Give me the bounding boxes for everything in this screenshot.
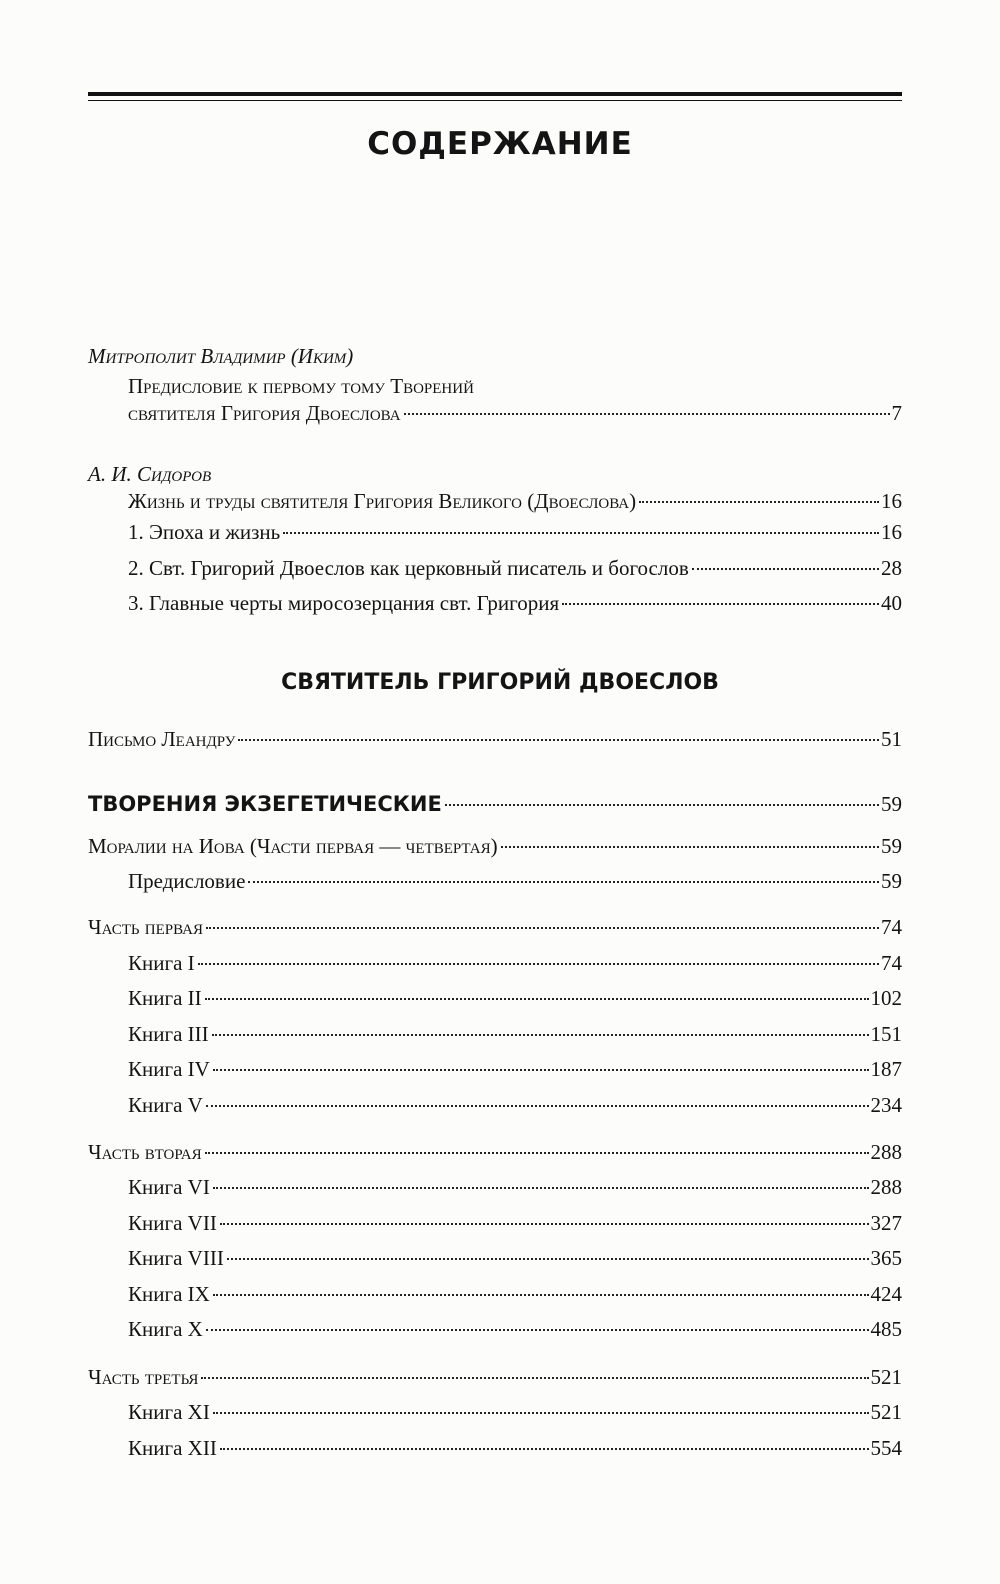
toc-entry-label: Моралии на Иова (Части первая — четвертая) xyxy=(88,834,498,858)
leader-dots xyxy=(212,1034,869,1036)
toc-entry-label: Предисловие xyxy=(128,869,246,893)
toc-entry-page: 16 xyxy=(881,489,902,513)
toc-entry-label: Книга II xyxy=(128,986,202,1010)
leader-dots xyxy=(501,846,879,848)
leader-dots xyxy=(206,927,879,929)
toc-entry-label: Книга XI xyxy=(128,1400,210,1424)
toc-entry-label: 1. Эпоха и жизнь xyxy=(128,520,281,544)
leader-dots xyxy=(206,1329,869,1331)
toc-entry-book[interactable] xyxy=(128,1172,902,1202)
toc-entry-part[interactable] xyxy=(88,1137,902,1167)
toc-entry-book[interactable] xyxy=(128,1279,902,1309)
toc-entry-label: ТВОРЕНИЯ ЭКЗЕГЕТИЧЕСКИЕ xyxy=(88,792,442,816)
toc-entry-page: 288 xyxy=(870,1175,902,1199)
leader-dots xyxy=(238,739,879,741)
toc-entry-page: 234 xyxy=(870,1093,902,1117)
toc-entry-label: Книга XII xyxy=(128,1436,217,1460)
leader-dots xyxy=(213,1294,869,1296)
toc-entry-page: 554 xyxy=(870,1436,902,1460)
author-vladimir: Митрополит Владимир (Иким) xyxy=(88,344,354,368)
toc-entry-page: 74 xyxy=(881,951,902,975)
toc-entry-book[interactable] xyxy=(128,1243,902,1273)
leader-dots xyxy=(639,501,879,503)
toc-entry-label: Жизнь и труды святителя Григория Великого (Двоеслова) xyxy=(128,489,637,513)
leader-dots xyxy=(201,1377,868,1379)
toc-entry-label: Книга IX xyxy=(128,1282,210,1306)
toc-entry-book[interactable] xyxy=(128,1397,902,1427)
toc-entry[interactable] xyxy=(128,553,902,583)
toc-entry-page: 59 xyxy=(881,834,902,858)
toc-entry-page: 151 xyxy=(870,1022,902,1046)
toc-entry-letter[interactable] xyxy=(88,724,902,754)
leader-dots xyxy=(213,1187,869,1189)
toc-entry-moralia-preface[interactable] xyxy=(128,866,902,896)
leader-dots xyxy=(692,568,879,570)
toc-entry-page: 7 xyxy=(891,401,902,425)
toc-entry-page: 28 xyxy=(881,556,902,580)
toc-entry-book[interactable] xyxy=(128,1208,902,1238)
toc-entry-book[interactable] xyxy=(128,1433,902,1463)
leader-dots xyxy=(248,881,879,883)
author-sidorov: А. И. Сидоров xyxy=(88,462,212,486)
toc-entry-page: 74 xyxy=(881,915,902,939)
toc-entry-page: 521 xyxy=(870,1365,902,1389)
toc-entry-part[interactable] xyxy=(88,912,902,942)
toc-entry-page: 59 xyxy=(881,869,902,893)
toc-entry-page: 424 xyxy=(870,1282,902,1306)
toc-entry[interactable] xyxy=(128,486,902,516)
toc-entry-label: Книга I xyxy=(128,951,195,975)
toc-entry-page: 187 xyxy=(870,1057,902,1081)
toc-entry-book[interactable] xyxy=(128,1054,902,1084)
toc-entry-page: 485 xyxy=(870,1317,902,1341)
toc-entry[interactable] xyxy=(128,588,902,618)
page-title: СОДЕРЖАНИЕ xyxy=(367,126,633,162)
toc-entry-label: Книга III xyxy=(128,1022,209,1046)
toc-entry-book[interactable] xyxy=(128,983,902,1013)
leader-dots xyxy=(213,1412,869,1414)
leader-dots xyxy=(445,804,879,806)
toc-entry-label: святителя Григория Двоеслова xyxy=(128,401,401,425)
toc-entry-page: 59 xyxy=(881,792,902,816)
toc-entry-label: Часть третья xyxy=(88,1365,199,1389)
toc-entry-book[interactable] xyxy=(128,1314,902,1344)
leader-dots xyxy=(205,1152,869,1154)
preface-title-line1: Предисловие к первому тому Творений xyxy=(128,374,474,398)
toc-entry[interactable] xyxy=(128,517,902,547)
toc-entry-label: Часть вторая xyxy=(88,1140,202,1164)
leader-dots xyxy=(198,963,879,965)
toc-entry-label: 2. Свт. Григорий Двоеслов как церковный писатель и богослов xyxy=(128,556,689,580)
toc-entry-page: 327 xyxy=(870,1211,902,1235)
toc-entry-label: Часть первая xyxy=(88,915,203,939)
leader-dots xyxy=(213,1069,869,1071)
top-rule-thin xyxy=(88,100,902,101)
toc-entry-works[interactable] xyxy=(88,789,902,819)
toc-entry-page: 16 xyxy=(881,520,902,544)
top-rule-thick xyxy=(88,92,902,96)
leader-dots xyxy=(227,1258,869,1260)
leader-dots xyxy=(206,1105,869,1107)
toc-entry-page: 521 xyxy=(870,1400,902,1424)
toc-entry-page: 40 xyxy=(881,591,902,615)
toc-entry-label: Книга VII xyxy=(128,1211,217,1235)
toc-entry-label: Письмо Леандру xyxy=(88,727,236,751)
toc-entry-label: Книга VIII xyxy=(128,1246,224,1270)
toc-entry-book[interactable] xyxy=(128,1090,902,1120)
toc-entry-moralia[interactable] xyxy=(88,831,902,861)
toc-entry-label: Книга VI xyxy=(128,1175,210,1199)
leader-dots xyxy=(205,998,869,1000)
toc-entry-preface[interactable] xyxy=(128,398,902,428)
leader-dots xyxy=(404,413,890,415)
toc-entry-page: 102 xyxy=(870,986,902,1010)
leader-dots xyxy=(220,1448,869,1450)
toc-entry-label: Книга V xyxy=(128,1093,203,1117)
leader-dots xyxy=(283,532,879,534)
toc-entry-label: 3. Главные черты миросозерцания свт. Григория xyxy=(128,591,560,615)
toc-entry-book[interactable] xyxy=(128,1019,902,1049)
toc-entry-label: Книга X xyxy=(128,1317,203,1341)
toc-entry-page: 365 xyxy=(870,1246,902,1270)
toc-entry-label: Книга IV xyxy=(128,1057,210,1081)
toc-entry-page: 288 xyxy=(870,1140,902,1164)
section-heading: СВЯТИТЕЛЬ ГРИГОРИЙ ДВОЕСЛОВ xyxy=(281,670,719,695)
toc-entry-page: 51 xyxy=(881,727,902,751)
leader-dots xyxy=(220,1223,869,1225)
toc-entry-book[interactable] xyxy=(128,948,902,978)
leader-dots xyxy=(562,603,879,605)
toc-entry-part[interactable] xyxy=(88,1362,902,1392)
